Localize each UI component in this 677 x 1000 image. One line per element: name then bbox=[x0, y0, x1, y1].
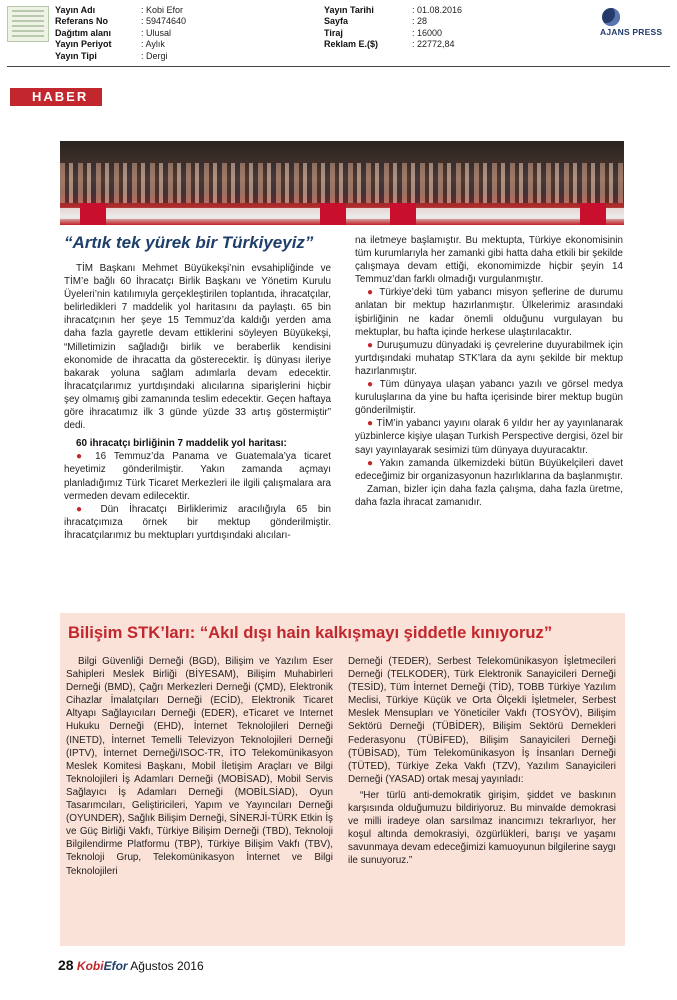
agency-name: AJANS PRESS bbox=[600, 27, 663, 37]
meta-key: Dağıtım alanı bbox=[55, 27, 112, 38]
bullet-icon: ● bbox=[367, 287, 380, 299]
paragraph: TİM Başkanı Mehmet Büyükekşi’nin evsahipliğinde ve TİM’e bağlı 60 İhracatçı Birlik Başkanı ve Yönetim Kurulu Üyeleri’nin katılımıyla gerçekleştirilen toplantıda, ihracatçılar, belirledikleri 7 maddelik yol haritasını da paylaştı. 65 bin ihracatçının her şeye 15 Temmuz’da kaldığı yerden ama daha fazla gayretle devam ettiklerini söyleyen Büyükekşi, “Milletimizin sağladığı birlik ve beraberlik kendisini ekonomide de ihracatta da gösterecektir. İş dünyası ileriye bakarak yoluna sağlam adımlarla devam edecektir. İhracatçılarımız yurtdışındaki alıcılarına siparişlerini hiçbir şey olmamış gibi zamanında teslim edecektir. Geçen haftaya göre ihracatımız ilk 3 günde yüzde 33 artış göstermiştir” dedi. bbox=[64, 263, 331, 432]
bullet-icon: ● bbox=[76, 503, 101, 515]
bullet-icon: ● bbox=[367, 339, 377, 351]
meta-value: : 01.08.2016 bbox=[412, 5, 463, 15]
meta-key: Yayın Tipi bbox=[55, 50, 97, 61]
subheading: 60 ihracatçı birliğinin 7 maddelik yol haritası: bbox=[76, 438, 287, 450]
paragraph: Bilgi Güvenliği Derneği (BGD), Bilişim ve Yazılım Eser Sahipleri Meslek Birliği (BİYESAM), Bilişim Muhabirleri Derneği (BMD), Çağrı Merkezleri Derneği (ÇMD), Elektronik Cihazlar İmalatçıları Derneği (ECİD), Elektronik Ticaret Altyapı Sağlayıcıları Derneği (EDER), eTicaret ve Internet Hukuku Derneği (EHD), İnternet Teknolojileri Derneği (INETD), İnternet Temelli Televizyon Teknolojileri Derneği (IPTV), İnternet Derneği/ISOC-TR, İTO Telekomünikasyon Meslek Komitesi Başkanı, Mobil İletişim Araçları ve Bilgi Teknolojileri İş Adamları Derneği (MOBİSAD), Mobil Servis Sağlayıcı İş Adamları Derneği (MOBİLSİAD), Oyun Tasarımcıları, Geliştiricileri, Yapım ve Yayıncıları Derneği (OYUNDER), Sağlık Bilişim Derneği, SİNERJİ-TÜRK Etkin İş ve Güç Birliği Vakfı, Türkiye Bilişim Derneği (TBD), Teknoloji Bilgilendirme Platformu (TBP), Türkiye Bilişim Vakfı (TBV), Teknoloji Grup, Telekomünikasyon İnternet ve Bilgi Teknolojileri bbox=[66, 656, 333, 877]
bullet-text: Türkiye’deki tüm yabancı misyon şeflerine de durumu anlatan bir mektup hazırlanmıştır. Ülkelerimiz arasındaki işbirliğinin ne kadar önemli olduğunu vurgulayan bu mektuplar, bu hafta içinde herkese ulaştırılacaktır. bbox=[355, 287, 623, 338]
meta-key: Sayfa bbox=[324, 16, 349, 27]
magazine-name-a: Kobi bbox=[76, 959, 104, 973]
meta-key: Reklam E.($) bbox=[324, 39, 379, 50]
article-column-left bbox=[64, 262, 331, 542]
box-headline: Bilişim STK’ları: “Akıl dışı hain kalkışmayı şiddetle kınıyoruz” bbox=[68, 623, 553, 642]
bullet-text: Tüm dünyaya ulaşan yabancı yazılı ve görsel medya kuruluşlarına da yine bu hafta içerisinde birer mektup bugün gönderilmiştir. bbox=[355, 379, 623, 417]
meta-value: : 59474640 bbox=[141, 16, 187, 27]
meta-key: Yayın Adı bbox=[55, 5, 96, 15]
section-label: HABER bbox=[10, 88, 102, 106]
meta-key: Tiraj bbox=[324, 27, 343, 38]
meta-value: : Dergi bbox=[141, 50, 168, 61]
paragraph: Zaman, bizler için daha fazla çalışma, daha fazla üretme, daha fazla ihracat zamanıdır. bbox=[355, 483, 623, 508]
bullet-text: Duruşumuzu dünyadaki iş çevrelerine duyurabilmek için yurtdışındaki muhatap STK’lara da aynı şekilde bir mektup hazırlanmıştır. bbox=[355, 339, 623, 377]
meta-key: Referans No bbox=[55, 16, 109, 27]
magazine-logo bbox=[77, 959, 128, 973]
meta-value: : 22772,84 bbox=[412, 39, 455, 50]
meta-value: : 16000 bbox=[412, 27, 443, 38]
meta-value: : Kobi Efor bbox=[141, 5, 184, 15]
meta-value: : Ulusal bbox=[141, 27, 172, 38]
magazine-name-b: Efor bbox=[103, 959, 128, 973]
page-number: 28 bbox=[58, 957, 74, 973]
paragraph: na iletmeye başlamıştır. Bu mektupta, Türkiye ekonomisinin tüm kurumlarıyla her zamanki gibi hatta daha etkili bir şekilde çalışmaya devam ettiği, ekonomimizde hiçbir şeyin 14 Temmuz’dan farklı olmadığı vurgulanmıştır. bbox=[355, 235, 623, 286]
bullet-icon: ● bbox=[367, 418, 377, 430]
meta-key: Yayın Periyot bbox=[55, 39, 112, 50]
paragraph: Derneği (TEDER), Serbest Telekomünikasyon İşletmecileri Derneği (TELKODER), Türk Elektronik Sanayicileri Derneği (TESİD), Tüm İnternet Derneği (TİD), TOBB Türkiye Yazılım Meclisi, Türkiye Küçük ve Orta Ölçekli İşletmeler, Serbest Meslek Mensupları ve Yöneticiler Vakfı (TOSYÖV), Bilişim Sektörü Derneği (TÜBİDER), Bilişim Sektörü Dernekleri Federasyonu (TÜBİFED), Bilişim Sanayicileri Derneği (TÜBİSAD), Tüm Telekomünikasyon İş İnsanları Derneği (TÜTED), Türkiye Zeka Vakfı (TZV), Yazılım Sanayicileri Derneği (YASAD) ortak mesaj yayınladı: bbox=[348, 656, 616, 785]
article-headline: “Artık tek yürek bir Türkiyeyiz” bbox=[64, 233, 314, 252]
bullet-text: Dün İhracatçı Birliklerimiz aracılığıyla 65 bin ihracatçımıza örnek bir mektup gönderilmiştir. İhracatçılarımız bu mektupları yurtdışındaki alıcıları- bbox=[64, 503, 331, 541]
document-thumbnail-icon bbox=[7, 6, 49, 42]
meta-left bbox=[55, 5, 301, 62]
bullet-text: TİM’in yabancı yayını olarak 6 yıldır her ay yayınlanarak yüzbinlerce kişiye ulaşan Turkish Perspective dergisi, özel bir sayı yayınlayarak sesimizi tüm dünyaya duyuracaktır. bbox=[355, 418, 623, 456]
bullet-icon: ● bbox=[367, 457, 380, 469]
page-footer bbox=[58, 957, 204, 973]
meta-key: Yayın Tarihi bbox=[324, 5, 374, 15]
box-column-right bbox=[348, 655, 616, 868]
agency-logo bbox=[600, 8, 670, 37]
bullet-icon: ● bbox=[367, 379, 380, 391]
issue-date: Ağustos 2016 bbox=[130, 959, 204, 973]
meta-value: : Aylık bbox=[141, 39, 165, 50]
bullet-icon: ● bbox=[76, 451, 96, 463]
bullet-text: Yakın zamanda ülkemizdeki bütün Büyükelçileri davet edeceğimiz bir organizasyonun hazırlıklarına da başlanmıştır. bbox=[355, 457, 623, 482]
box-column-left bbox=[66, 655, 333, 878]
meta-right bbox=[324, 5, 532, 51]
globe-icon bbox=[602, 8, 620, 26]
header-divider bbox=[7, 66, 670, 67]
article-column-right bbox=[355, 234, 623, 509]
quote: “Her türlü anti-demokratik girişim, şiddet ve baskının karşısında olduğumuzu bildiriyoruz. Bu minvalde demokrasi ve milli iradeye olan sarsılmaz inancımızı tekrarlıyor, her koşul altında demokrasiyi, özgürlükleri, barışı ve yaşamı savunmaya devam edeceğimizi kamuoyunun bilgilerine saygı ile sunuyoruz.” bbox=[348, 789, 616, 867]
meta-value: : 28 bbox=[412, 16, 428, 27]
crowd-photo bbox=[60, 141, 624, 225]
bullet-text: 16 Temmuz’da Panama ve Guatemala’ya ticaret heyetimiz gönderilmiştir. Yakın zamanda açmayı planladığımız Türk Ticaret Merkezleri ile ilgili çalışmalara ara vermeden devam edilecektir. bbox=[64, 451, 331, 502]
